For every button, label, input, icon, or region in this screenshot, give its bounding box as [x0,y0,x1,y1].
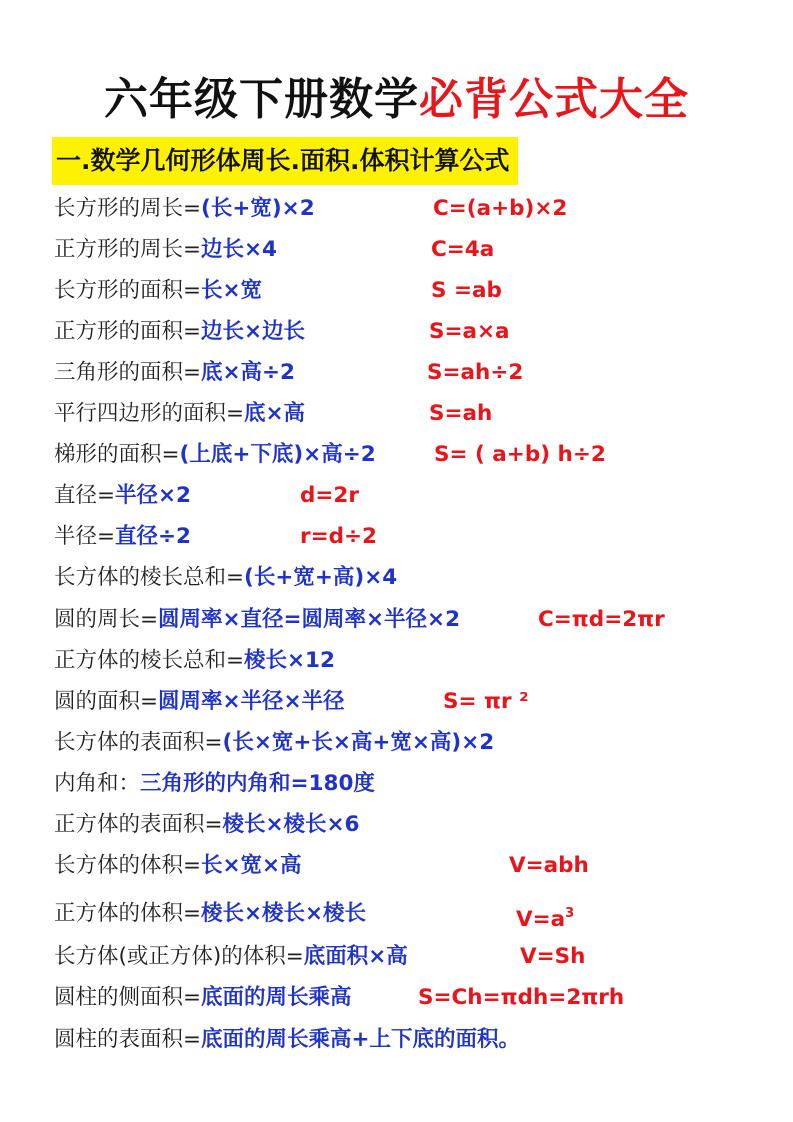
section-heading: 一.数学几何形体周长.面积.体积计算公式 [52,137,518,185]
formula-row-rect-perimeter [54,191,315,227]
formula-label: 正方形的周长= [54,237,202,262]
formula-row-cuboid-surface [54,725,494,761]
formula-label: 圆柱的表面积= [54,1027,202,1052]
formula-row-cylinder-lateral [54,980,352,1016]
formula-row-cube-surface [54,807,360,843]
formula-label: 长方形的周长= [54,196,202,221]
formula-value: (长×宽+长×高+宽×高)×2 [222,730,495,755]
formula-value: 底面的周长乘高+上下底的面积。 [201,1027,521,1052]
formula-row-cuboid-edge-sum [54,560,397,596]
formula-row-circle-area [54,684,345,720]
formula-value: 边长×边长 [201,319,306,344]
formula-row-diameter [54,478,191,514]
formula-symbol-exponent: 3 [565,906,575,921]
formula-label: 半径= [54,524,116,549]
formula-symbol: S= ( a+b) h÷2 [434,442,606,467]
formula-row-prism-volume [54,939,408,975]
title-part-black: 六年级下册数学 [104,74,419,125]
formula-row-interior-angle [54,766,375,802]
formula-label: 三角形的面积= [54,360,202,385]
formula-symbol: S =ab [431,278,502,303]
formula-value: 底×高÷2 [201,360,296,385]
formula-value: 棱长×棱长×棱长 [201,901,367,926]
formula-symbol [516,896,574,932]
formula-value: 底面的周长乘高 [201,985,352,1010]
formula-label: 圆的面积= [54,689,159,714]
formula-label: 正方形的面积= [54,319,202,344]
formula-label: 长方体的棱长总和= [54,565,245,590]
formula-label: 平行四边形的面积= [54,401,245,426]
formula-label: 长方形的面积= [54,278,202,303]
formula-row-rect-area [54,273,262,309]
formula-symbol: C=(a+b)×2 [433,196,568,221]
formula-value: 长×宽×高 [201,853,302,878]
formula-value: 圆周率×半径×半径 [158,689,345,714]
formula-row-radius [54,519,191,555]
formula-symbol: S=ah [429,401,493,426]
formula-label: 直径= [54,483,116,508]
formula-value: 长×宽 [201,278,263,303]
formula-label: 正方体的表面积= [54,812,223,837]
formula-row-square-perimeter [54,232,277,268]
formula-symbol: C=πd=2πr [538,607,665,632]
formula-label: 正方体的体积= [54,901,202,926]
formula-label: 圆的周长= [54,607,159,632]
formula-symbol: S=ah÷2 [427,360,524,385]
formula-label: 内角和： [54,771,141,796]
formula-symbol: C=4a [431,237,495,262]
formula-row-parallelogram-area [54,396,305,432]
formula-value: 直径÷2 [115,524,191,549]
formula-row-circle-circumference [54,602,460,638]
formula-symbol: S= πr ² [443,689,529,714]
formula-row-cube-edge-sum [54,643,335,679]
formula-label: 长方体的体积= [54,853,202,878]
formula-symbol: d=2r [300,483,359,508]
formula-row-cylinder-surface [54,1022,520,1058]
formula-value: 棱长×棱长×6 [222,812,360,837]
formula-row-square-area [54,314,305,350]
formula-row-cube-volume [54,896,366,932]
formula-symbol: S=a×a [429,319,510,344]
formula-value: 棱长×12 [244,648,335,673]
formula-value: 圆周率×直径=圆周率×半径×2 [158,607,461,632]
formula-label: 长方体的表面积= [54,730,223,755]
formula-label: 长方体(或正方体)的体积= [54,944,304,969]
page-title [0,72,793,128]
formula-value: (长+宽)×2 [201,196,315,221]
formula-value: 边长×4 [201,237,277,262]
formula-value: 三角形的内角和=180度 [140,771,375,796]
formula-value: (上底+下底)×高÷2 [179,442,376,467]
formula-row-triangle-area [54,355,295,391]
formula-value: (长+宽+高)×4 [244,565,398,590]
formula-symbol: S=Ch=πdh=2πrh [418,985,625,1010]
formula-symbol: r=d÷2 [300,524,377,549]
formula-value: 底×高 [244,401,306,426]
formula-value: 半径×2 [115,483,191,508]
formula-symbol-base: V=a [516,907,566,932]
formula-row-trapezoid-area [54,437,376,473]
formula-label: 正方体的棱长总和= [54,648,245,673]
formula-symbol: V=abh [509,853,589,878]
formula-row-cuboid-volume [54,848,302,884]
formula-label: 圆柱的侧面积= [54,985,202,1010]
formula-symbol: V=Sh [520,944,586,969]
formula-value: 底面积×高 [303,944,408,969]
title-part-red: 必背公式大全 [419,74,689,125]
formula-label: 梯形的面积= [54,442,180,467]
